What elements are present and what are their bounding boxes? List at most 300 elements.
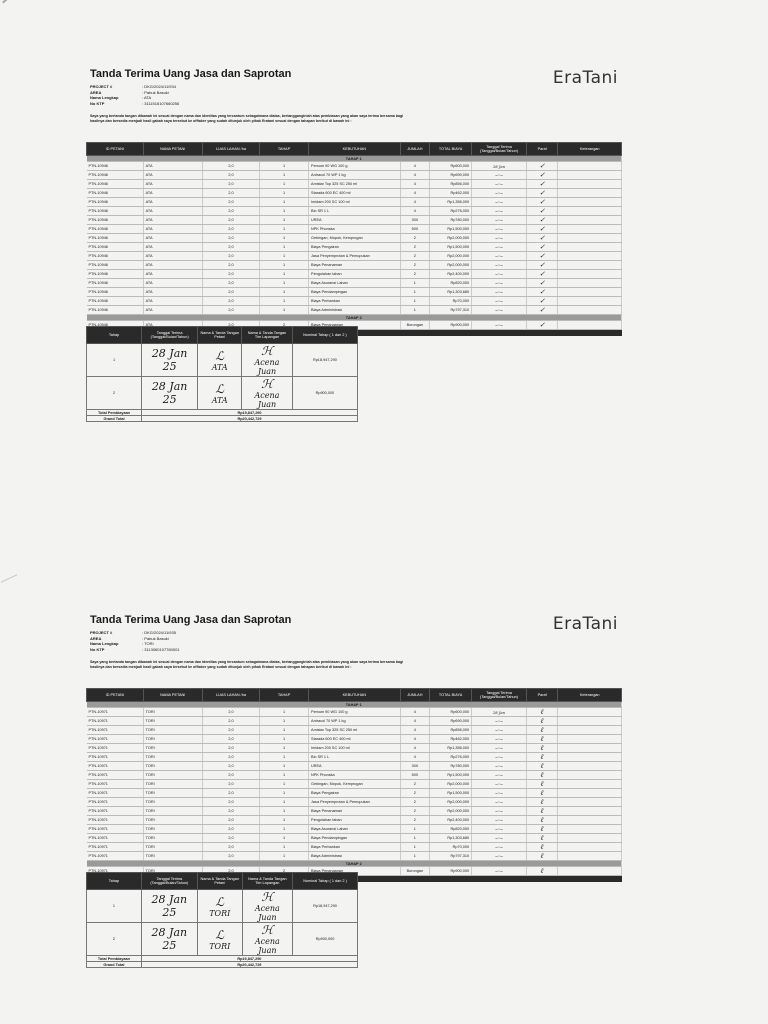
cell-paraf: ✓: [526, 279, 558, 288]
cell-date: ~"~: [472, 297, 527, 306]
cell-date: ~"~: [472, 852, 527, 861]
cell-tahap: 1: [260, 180, 309, 189]
intro-statement: Saya yang bertanda tangan dibawah ini sesuai dengan nama dan identitas yang tercantum sebagaimana diatas, berlangganginiah atas pembiasan yang akan saya terima bersama bagi hasilnya dan bersedia menjadi hasil gabah saya tersebut ke offtaker yang sudah ditunjuk oleh pihak Eratani sesuai dengan tahapan berikut di bawah ini :: [90, 114, 404, 123]
cell-name: ATA: [143, 225, 202, 234]
column-header: JUMLAH: [400, 689, 429, 702]
cell-date: ~"~: [472, 216, 527, 225]
table-row: [87, 825, 622, 834]
farmer-signature-cell: [197, 923, 242, 956]
cell-name: ATA: [143, 207, 202, 216]
column-header: KEBUTUHAN: [309, 689, 401, 702]
cell-paraf: ℓ: [526, 753, 558, 762]
cell-luas: 2,0: [202, 252, 259, 261]
cell-keterangan: [558, 180, 622, 189]
table-row: [87, 243, 622, 252]
column-header: Tanggal Terima (Tanggal/Bulan/Tahun): [472, 143, 527, 156]
table-row: [87, 780, 622, 789]
cell-keterangan: [558, 744, 622, 753]
cell-id: PTN-10971: [87, 753, 144, 762]
cell-item: Biaya Penanganan: [309, 321, 401, 330]
table-row: [87, 270, 622, 279]
column-header: LUAS LAHAN /ha: [202, 143, 259, 156]
column-header: TAHAP: [260, 143, 309, 156]
document-title: Tanda Terima Uang Jasa dan Saprotan: [90, 614, 292, 626]
cell-tahap: 1: [260, 798, 309, 807]
meta-key: No KTP: [90, 100, 105, 106]
cell-tahap: 1: [260, 735, 309, 744]
cell-date: ~"~: [472, 843, 527, 852]
cell-keterangan: [558, 771, 622, 780]
cell-total: Rp856,000: [430, 180, 472, 189]
stage-label: TAHAP 1: [87, 702, 622, 708]
signature-mark: ℒ: [215, 927, 225, 942]
cell-id: PTN-10946: [87, 207, 144, 216]
stage-nominal: Rp900,000: [293, 923, 358, 956]
cell-tahap: 1: [260, 708, 309, 717]
cell-paraf: ℓ: [526, 867, 558, 876]
cell-name: ATA: [143, 189, 202, 198]
meta-value: : 3111516107660256: [142, 100, 180, 106]
table-row: [87, 744, 622, 753]
cell-date: ~"~: [472, 789, 527, 798]
cell-luas: 2,0: [202, 180, 259, 189]
signature-header-row: [87, 873, 358, 890]
signature-column-header: Nama & Tanda Tangan Petani: [198, 327, 242, 344]
signature-column-header: Tahap: [87, 327, 142, 344]
cell-paraf: ✓: [526, 243, 558, 252]
cell-paraf: ✓: [526, 207, 558, 216]
column-header: ID PETANI: [87, 689, 144, 702]
cell-name: TORI: [143, 717, 202, 726]
cell-tahap: 1: [260, 306, 309, 315]
eratani-logo: EraTani: [552, 68, 618, 88]
table-row: [87, 717, 622, 726]
received-date: 28 Jan 25: [142, 344, 198, 377]
cell-id: PTN-10946: [87, 321, 144, 330]
cell-item: Bio SR 1 L: [309, 207, 401, 216]
stage-number: 2: [87, 923, 142, 956]
cell-date: ~"~: [472, 189, 527, 198]
cell-id: PTN-10971: [87, 780, 144, 789]
cell-tahap: 1: [260, 216, 309, 225]
cell-luas: 2,0: [202, 852, 259, 861]
cell-qty: 4: [400, 717, 429, 726]
cell-total: Rp600,000: [430, 162, 472, 171]
table-row: [87, 216, 622, 225]
cell-luas: 2,0: [202, 279, 259, 288]
cell-total: Rp780,000: [430, 216, 472, 225]
cell-luas: 2,0: [202, 162, 259, 171]
cell-date: ~"~: [472, 807, 527, 816]
cell-id: PTN-10971: [87, 735, 144, 744]
stage-number: 1: [87, 890, 142, 923]
cell-tahap: 1: [260, 852, 309, 861]
table-row: [87, 162, 622, 171]
cell-name: TORI: [143, 867, 202, 876]
cell-name: ATA: [143, 171, 202, 180]
cell-qty: 1: [400, 279, 429, 288]
cell-item: Gebingan, Mopok, Kemprogan: [309, 780, 401, 789]
cell-item: Pemum 90 WG 100 g: [309, 708, 401, 717]
cell-paraf: ℓ: [526, 807, 558, 816]
cell-date: ~"~: [472, 825, 527, 834]
cell-total: Rp690,000: [430, 717, 472, 726]
cell-keterangan: [558, 279, 622, 288]
cell-luas: 2,0: [202, 189, 259, 198]
cell-id: PTN-10971: [87, 825, 144, 834]
cell-date: ~"~: [472, 780, 527, 789]
cell-name: TORI: [143, 780, 202, 789]
total-value: Rp19,847,290: [141, 956, 357, 962]
cell-paraf: ✓: [526, 297, 558, 306]
cell-tahap: 1: [260, 807, 309, 816]
signature-mark: ℒ: [215, 894, 225, 909]
cell-luas: 2,0: [202, 762, 259, 771]
signature-column-header: Nama & Tanda Tangan Tim Lapangan: [242, 327, 293, 344]
cell-tahap: 1: [260, 744, 309, 753]
project-meta: [90, 84, 179, 106]
cell-total: Rp1,303,680: [430, 288, 472, 297]
cell-name: ATA: [143, 288, 202, 297]
cell-luas: 2,0: [202, 798, 259, 807]
cell-keterangan: [558, 234, 622, 243]
farmer-name: ATA: [211, 395, 228, 405]
cell-total: Rp900,000: [430, 321, 472, 330]
cell-qty: 4: [400, 189, 429, 198]
cell-item: Antracol 70 WP 1 kg: [309, 171, 401, 180]
grand-total-label: Grand Total: [87, 416, 142, 422]
cell-item: Biaya Pengairan: [309, 243, 401, 252]
cell-keterangan: [558, 726, 622, 735]
signature-row: [87, 923, 358, 956]
meta-key: Nama Lengkap: [90, 95, 119, 100]
table-row: [87, 180, 622, 189]
cell-keterangan: [558, 162, 622, 171]
cell-date: ~"~: [472, 744, 527, 753]
table-row: [87, 807, 622, 816]
cell-name: TORI: [143, 789, 202, 798]
meta-key: PROJECT #: [90, 630, 113, 635]
cell-total: Rp2,000,000: [430, 798, 472, 807]
cell-date: ~"~: [472, 834, 527, 843]
cell-qty: 4: [400, 180, 429, 189]
grand-total-label: Grand Total: [87, 962, 142, 968]
cell-date: ~"~: [472, 171, 527, 180]
cell-paraf: ✓: [526, 288, 558, 297]
cell-tahap: 1: [260, 816, 309, 825]
table-row: [87, 297, 622, 306]
cell-item: UREA: [309, 762, 401, 771]
cell-qty: 1: [400, 834, 429, 843]
cell-tahap: 1: [260, 261, 309, 270]
cell-date: ~"~: [472, 279, 527, 288]
cell-total: Rp276,000: [430, 753, 472, 762]
cell-id: PTN-10946: [87, 162, 144, 171]
cell-name: ATA: [143, 321, 202, 330]
cell-item: Biaya Administrasi: [309, 306, 401, 315]
meta-value: : Pabuk Basuki: [142, 89, 169, 95]
cell-luas: 2,0: [202, 735, 259, 744]
cell-total: Rp462,000: [430, 735, 472, 744]
meta-row: [90, 101, 179, 107]
cell-id: PTN-10946: [87, 288, 144, 297]
cell-qty: 2: [400, 789, 429, 798]
cell-paraf: ℓ: [526, 708, 558, 717]
cell-qty: 1: [400, 297, 429, 306]
table-row: [87, 288, 622, 297]
stage-nominal: Rp900,000: [292, 377, 357, 410]
cell-qty: 1: [400, 306, 429, 315]
cell-keterangan: [558, 306, 622, 315]
cell-id: PTN-10971: [87, 744, 144, 753]
column-header: ID PETANI: [87, 143, 144, 156]
meta-value: : 3113060107780001: [142, 646, 180, 652]
stage-number: 1: [87, 344, 142, 377]
table-row: [87, 306, 622, 315]
cell-total: Rp820,000: [430, 825, 472, 834]
cell-total: Rp2,400,000: [430, 270, 472, 279]
signature-table: [86, 872, 358, 968]
cell-tahap: 2: [260, 321, 309, 330]
table-row: [87, 753, 622, 762]
meta-row: [90, 647, 180, 653]
cell-item: Biaya Perbankan: [309, 297, 401, 306]
grand-total-row: [87, 416, 358, 422]
cell-tahap: 1: [260, 189, 309, 198]
cell-name: ATA: [143, 180, 202, 189]
cell-date: 28 Jan: [472, 708, 527, 717]
cell-item: Gebingan, Mopok, Kemprogan: [309, 234, 401, 243]
cell-item: Pemum 90 WG 100 g: [309, 162, 401, 171]
signature-row: [87, 377, 358, 410]
field-team-name: Acena Juan: [254, 904, 280, 922]
cell-tahap: 1: [260, 789, 309, 798]
cell-name: TORI: [143, 807, 202, 816]
signature-mark: ℋ: [261, 377, 273, 391]
cell-item: UREA: [309, 216, 401, 225]
table-row: [87, 171, 622, 180]
column-header: NAMA PETANI: [143, 143, 202, 156]
cell-keterangan: [558, 225, 622, 234]
cell-qty: 2: [400, 807, 429, 816]
cell-date: ~"~: [472, 735, 527, 744]
meta-value: : Pabuk Basuki: [142, 635, 169, 641]
cell-date: ~"~: [472, 321, 527, 330]
cell-date: ~"~: [472, 180, 527, 189]
cell-tahap: 1: [260, 171, 309, 180]
cell-paraf: ✓: [526, 261, 558, 270]
received-date: 28 Jan 25: [141, 923, 197, 956]
intro-statement: Saya yang bertanda tangan dibawah ini sesuai dengan nama dan identitas yang tercantum sebagaimana diatas, berlangganginiah atas pembiasan yang akan saya terima bersama bagi hasilnya dan bersedia menjadi hasil gabah saya tersebut ke offtaker yang sudah ditunjuk oleh pihak Eratani sesuai dengan tahapan berikut di bawah ini :: [90, 660, 404, 669]
column-header: Paraf: [526, 143, 558, 156]
table-row: [87, 261, 622, 270]
meta-key: No KTP: [90, 646, 105, 652]
cell-item: NPK Phonska: [309, 225, 401, 234]
total-label: Total Pembiayaan: [87, 410, 142, 416]
cell-tahap: 1: [260, 288, 309, 297]
column-header: TOTAL BIAYA: [430, 689, 472, 702]
cell-item: Starada 600 EC 400 ml: [309, 189, 401, 198]
table-row: [87, 726, 622, 735]
items-table: [86, 142, 622, 336]
cell-id: PTN-10971: [87, 762, 144, 771]
meta-value: : DKG/2024/11/934: [142, 84, 176, 89]
cell-tahap: 1: [260, 762, 309, 771]
cell-id: PTN-10946: [87, 189, 144, 198]
cell-total: Rp2,400,000: [430, 816, 472, 825]
field-team-signature-cell: [242, 344, 293, 377]
table-row: [87, 852, 622, 861]
cell-luas: 2,0: [202, 225, 259, 234]
table-row: [87, 789, 622, 798]
cell-name: ATA: [143, 270, 202, 279]
cell-qty: 4: [400, 744, 429, 753]
cell-item: Biaya Pendampingan: [309, 288, 401, 297]
cell-keterangan: [558, 189, 622, 198]
cell-paraf: ✓: [526, 306, 558, 315]
cell-qty: 2: [400, 270, 429, 279]
table-row: [87, 279, 622, 288]
cell-qty: 2: [400, 252, 429, 261]
cell-paraf: ℓ: [526, 771, 558, 780]
cell-id: PTN-10971: [87, 726, 144, 735]
signature-column-header: Tahap: [87, 873, 142, 890]
table-row: [87, 762, 622, 771]
cell-total: Rp1,500,000: [430, 243, 472, 252]
signature-mark: ℋ: [261, 344, 273, 358]
cell-date: ~"~: [472, 234, 527, 243]
cell-total: Rp1,500,000: [430, 225, 472, 234]
table-row: [87, 198, 622, 207]
scan-mark: [1, 574, 18, 583]
cell-keterangan: [558, 843, 622, 852]
cell-luas: 2,0: [202, 288, 259, 297]
items-table: [86, 688, 622, 882]
cell-id: PTN-10946: [87, 252, 144, 261]
cell-qty: 500: [400, 771, 429, 780]
cell-luas: 2,0: [202, 321, 259, 330]
cell-luas: 2,0: [202, 807, 259, 816]
cell-name: ATA: [143, 297, 202, 306]
signature-mark: ℒ: [215, 381, 225, 396]
signature-mark: ℋ: [261, 923, 274, 937]
cell-name: TORI: [143, 735, 202, 744]
cell-tahap: 2: [260, 867, 309, 876]
cell-name: ATA: [143, 234, 202, 243]
cell-name: TORI: [143, 726, 202, 735]
farmer-name: TORI: [209, 941, 231, 951]
field-team-name: Acena Juan: [254, 937, 280, 955]
cell-id: PTN-10971: [87, 834, 144, 843]
cell-paraf: ℓ: [526, 789, 558, 798]
farmer-name: ATA: [211, 362, 228, 372]
cell-item: Biaya Pengairan: [309, 789, 401, 798]
table-header-row: [87, 689, 622, 702]
cell-total: Rp900,000: [430, 867, 472, 876]
cell-qty: Borongan: [400, 867, 429, 876]
cell-paraf: ✓: [526, 198, 558, 207]
cell-keterangan: [558, 288, 622, 297]
cell-paraf: ✓: [526, 216, 558, 225]
cell-paraf: ✓: [526, 189, 558, 198]
cell-luas: 2,0: [202, 771, 259, 780]
cell-item: Starada 600 EC 400 ml: [309, 735, 401, 744]
cell-qty: 4: [400, 708, 429, 717]
cell-item: Imidam 200 SC 100 ml: [309, 198, 401, 207]
cell-tahap: 1: [260, 753, 309, 762]
field-team-name: Acena Juan: [254, 391, 280, 409]
cell-name: TORI: [143, 843, 202, 852]
cell-item: Amistar Top 325 SC 250 ml: [309, 726, 401, 735]
cell-luas: 2,0: [202, 261, 259, 270]
signature-row: [87, 344, 358, 377]
cell-paraf: ✓: [526, 321, 558, 330]
cell-paraf: ✓: [526, 162, 558, 171]
cell-qty: 4: [400, 162, 429, 171]
cell-date: ~"~: [472, 198, 527, 207]
cell-name: TORI: [143, 834, 202, 843]
cell-name: TORI: [143, 825, 202, 834]
cell-tahap: 1: [260, 297, 309, 306]
document-title: Tanda Terima Uang Jasa dan Saprotan: [90, 68, 292, 80]
cell-qty: 1: [400, 843, 429, 852]
scan-mark: [2, 0, 34, 4]
field-team-name: Acena Juan: [254, 358, 280, 376]
cell-date: ~"~: [472, 261, 527, 270]
cell-tahap: 1: [260, 207, 309, 216]
cell-name: TORI: [143, 708, 202, 717]
signature-column-header: Tanggal Terima (Tanggal/Bulan/Tahun): [141, 873, 197, 890]
column-header: Keterangan: [558, 143, 622, 156]
cell-luas: 2,0: [202, 789, 259, 798]
cell-total: Rp462,000: [430, 189, 472, 198]
cell-luas: 2,0: [202, 708, 259, 717]
cell-keterangan: [558, 780, 622, 789]
cell-tahap: 1: [260, 834, 309, 843]
cell-tahap: 1: [260, 252, 309, 261]
cell-name: ATA: [143, 243, 202, 252]
cell-keterangan: [558, 816, 622, 825]
cell-keterangan: [558, 735, 622, 744]
stage-nominal: Rp18,947,290: [292, 344, 357, 377]
cell-item: Amistar Top 325 SC 250 ml: [309, 180, 401, 189]
cell-qty: 1: [400, 852, 429, 861]
cell-item: Biaya Asuransi Lahan: [309, 279, 401, 288]
column-header: KEBUTUHAN: [309, 143, 401, 156]
cell-paraf: ℓ: [526, 843, 558, 852]
cell-luas: 2,0: [202, 243, 259, 252]
received-date: 28 Jan 25: [141, 890, 197, 923]
cell-name: ATA: [143, 162, 202, 171]
cell-paraf: ✓: [526, 252, 558, 261]
cell-luas: 2,0: [202, 297, 259, 306]
cell-name: ATA: [143, 216, 202, 225]
cell-total: Rp797,310: [430, 852, 472, 861]
total-value: Rp19,847,290: [142, 410, 358, 416]
table-row: [87, 834, 622, 843]
cell-date: ~"~: [472, 762, 527, 771]
cell-luas: 2,0: [202, 780, 259, 789]
cell-tahap: 1: [260, 234, 309, 243]
cell-total: Rp780,000: [430, 762, 472, 771]
stage-number: 2: [87, 377, 142, 410]
cell-name: ATA: [143, 261, 202, 270]
cell-keterangan: [558, 216, 622, 225]
cell-luas: 2,0: [202, 717, 259, 726]
cell-qty: 300: [400, 762, 429, 771]
cell-total: Rp70,000: [430, 297, 472, 306]
column-header: JUMLAH: [400, 143, 429, 156]
